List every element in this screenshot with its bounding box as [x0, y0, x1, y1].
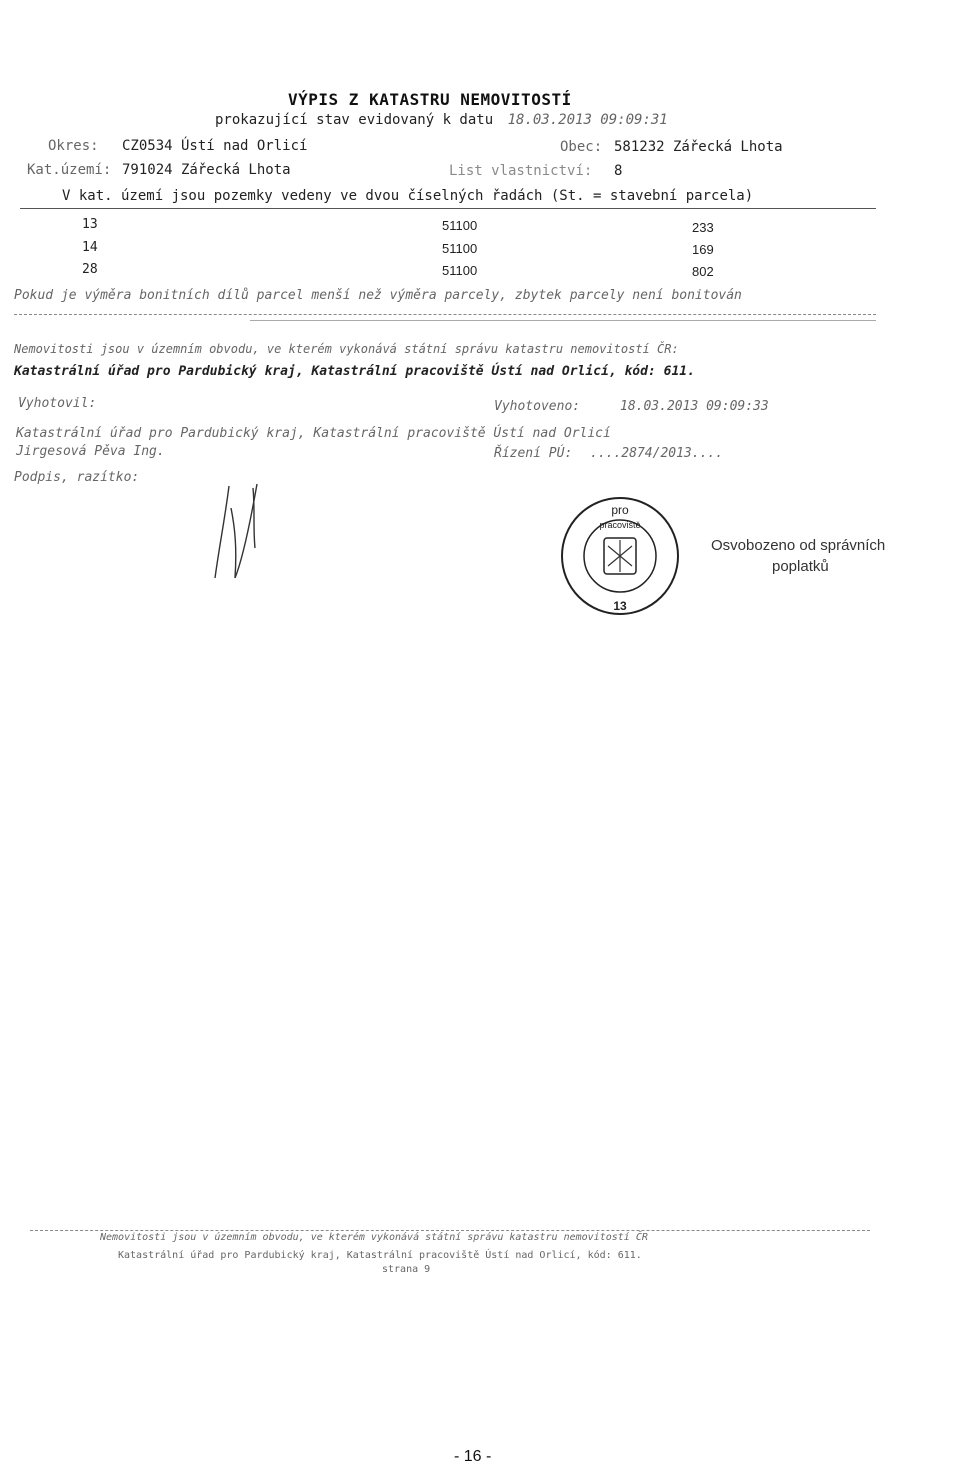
stamp-number: 13 — [613, 599, 627, 613]
svg-text:pro: pro — [611, 503, 629, 517]
office-line-2: Katastrální úřad pro Pardubický kraj, Katastrální pracoviště Ústí nad Orlicí, kód: 611. — [14, 364, 695, 379]
lv-label: List vlastnictví: — [449, 163, 593, 179]
obec-value: 581232 Zářecká Lhota — [614, 139, 783, 155]
parcel-number: 14 — [82, 240, 98, 255]
parcel-area: 802 — [692, 264, 714, 279]
rizeni-value: ....2874/2013.... — [590, 446, 724, 461]
vyhotoveno-label: Vyhotoveno: — [494, 399, 581, 414]
office-line-1: Nemovitosti jsou v územním obvodu, ve kterém vykonává státní správu katastru nemovitostí ČR: — [14, 342, 679, 356]
official-stamp — [558, 494, 682, 618]
parcel-code: 51100 — [442, 218, 478, 233]
parcel-area: 169 — [692, 242, 714, 257]
podpis-label: Podpis, razítko: — [14, 470, 140, 485]
rizeni-label: Řízení PÚ: — [494, 446, 573, 461]
divider-middle-2 — [250, 320, 876, 321]
footer-divider — [30, 1230, 870, 1231]
footer-line-1: Nemovitosti jsou v územním obvodu, ve kterém vykonává státní správu katastru nemovitostí ČR — [100, 1232, 648, 1243]
document-title: VÝPIS Z KATASTRU NEMOVITOSTÍ — [288, 90, 572, 109]
issuer-office: Katastrální úřad pro Pardubický kraj, Katastrální pracoviště Ústí nad Orlicí — [16, 426, 611, 441]
document-subtitle — [215, 112, 668, 128]
parcel-number: 13 — [82, 217, 98, 232]
fee-exempt-line-1: Osvobozeno od správních — [711, 537, 886, 554]
obec-label: Obec: — [560, 139, 603, 155]
footer-page: strana 9 — [382, 1264, 431, 1275]
lv-value: 8 — [614, 163, 623, 179]
svg-text:pracoviště: pracoviště — [599, 520, 641, 530]
note-number-series: V kat. území jsou pozemky vedeny ve dvou číselných řadách (St. = stavební parcela) — [62, 188, 754, 204]
subtitle-prefix: prokazující stav evidovaný k datu — [215, 112, 494, 128]
okres-value: CZ0534 Ústí nad Orlicí — [122, 138, 308, 154]
issuer-person: Jirgesová Pěva Ing. — [16, 444, 165, 459]
divider-top — [20, 208, 876, 209]
katuzemi-value: 791024 Zářecká Lhota — [122, 162, 291, 178]
parcel-code: 51100 — [442, 241, 478, 256]
signature-drawing — [195, 478, 275, 588]
fee-exempt-line-2: poplatků — [772, 558, 829, 575]
katuzemi-label: Kat.území: — [27, 162, 112, 178]
vyhotovil-label: Vyhotovil: — [18, 396, 97, 411]
page-number: - 16 - — [454, 1448, 492, 1465]
okres-label: Okres: — [48, 138, 99, 154]
vyhotoveno-value: 18.03.2013 09:09:33 — [620, 399, 769, 414]
divider-middle — [14, 314, 876, 315]
parcel-area: 233 — [692, 220, 714, 235]
parcel-code: 51100 — [442, 263, 478, 278]
subtitle-date: 18.03.2013 09:09:31 — [507, 112, 668, 128]
parcel-number: 28 — [82, 262, 98, 277]
note-bonitation: Pokud je výměra bonitních dílů parcel menší než výměra parcely, zbytek parcely není bonitován — [14, 288, 742, 303]
footer-line-2: Katastrální úřad pro Pardubický kraj, Katastrální pracoviště Ústí nad Orlicí, kód: 611. — [118, 1250, 642, 1261]
